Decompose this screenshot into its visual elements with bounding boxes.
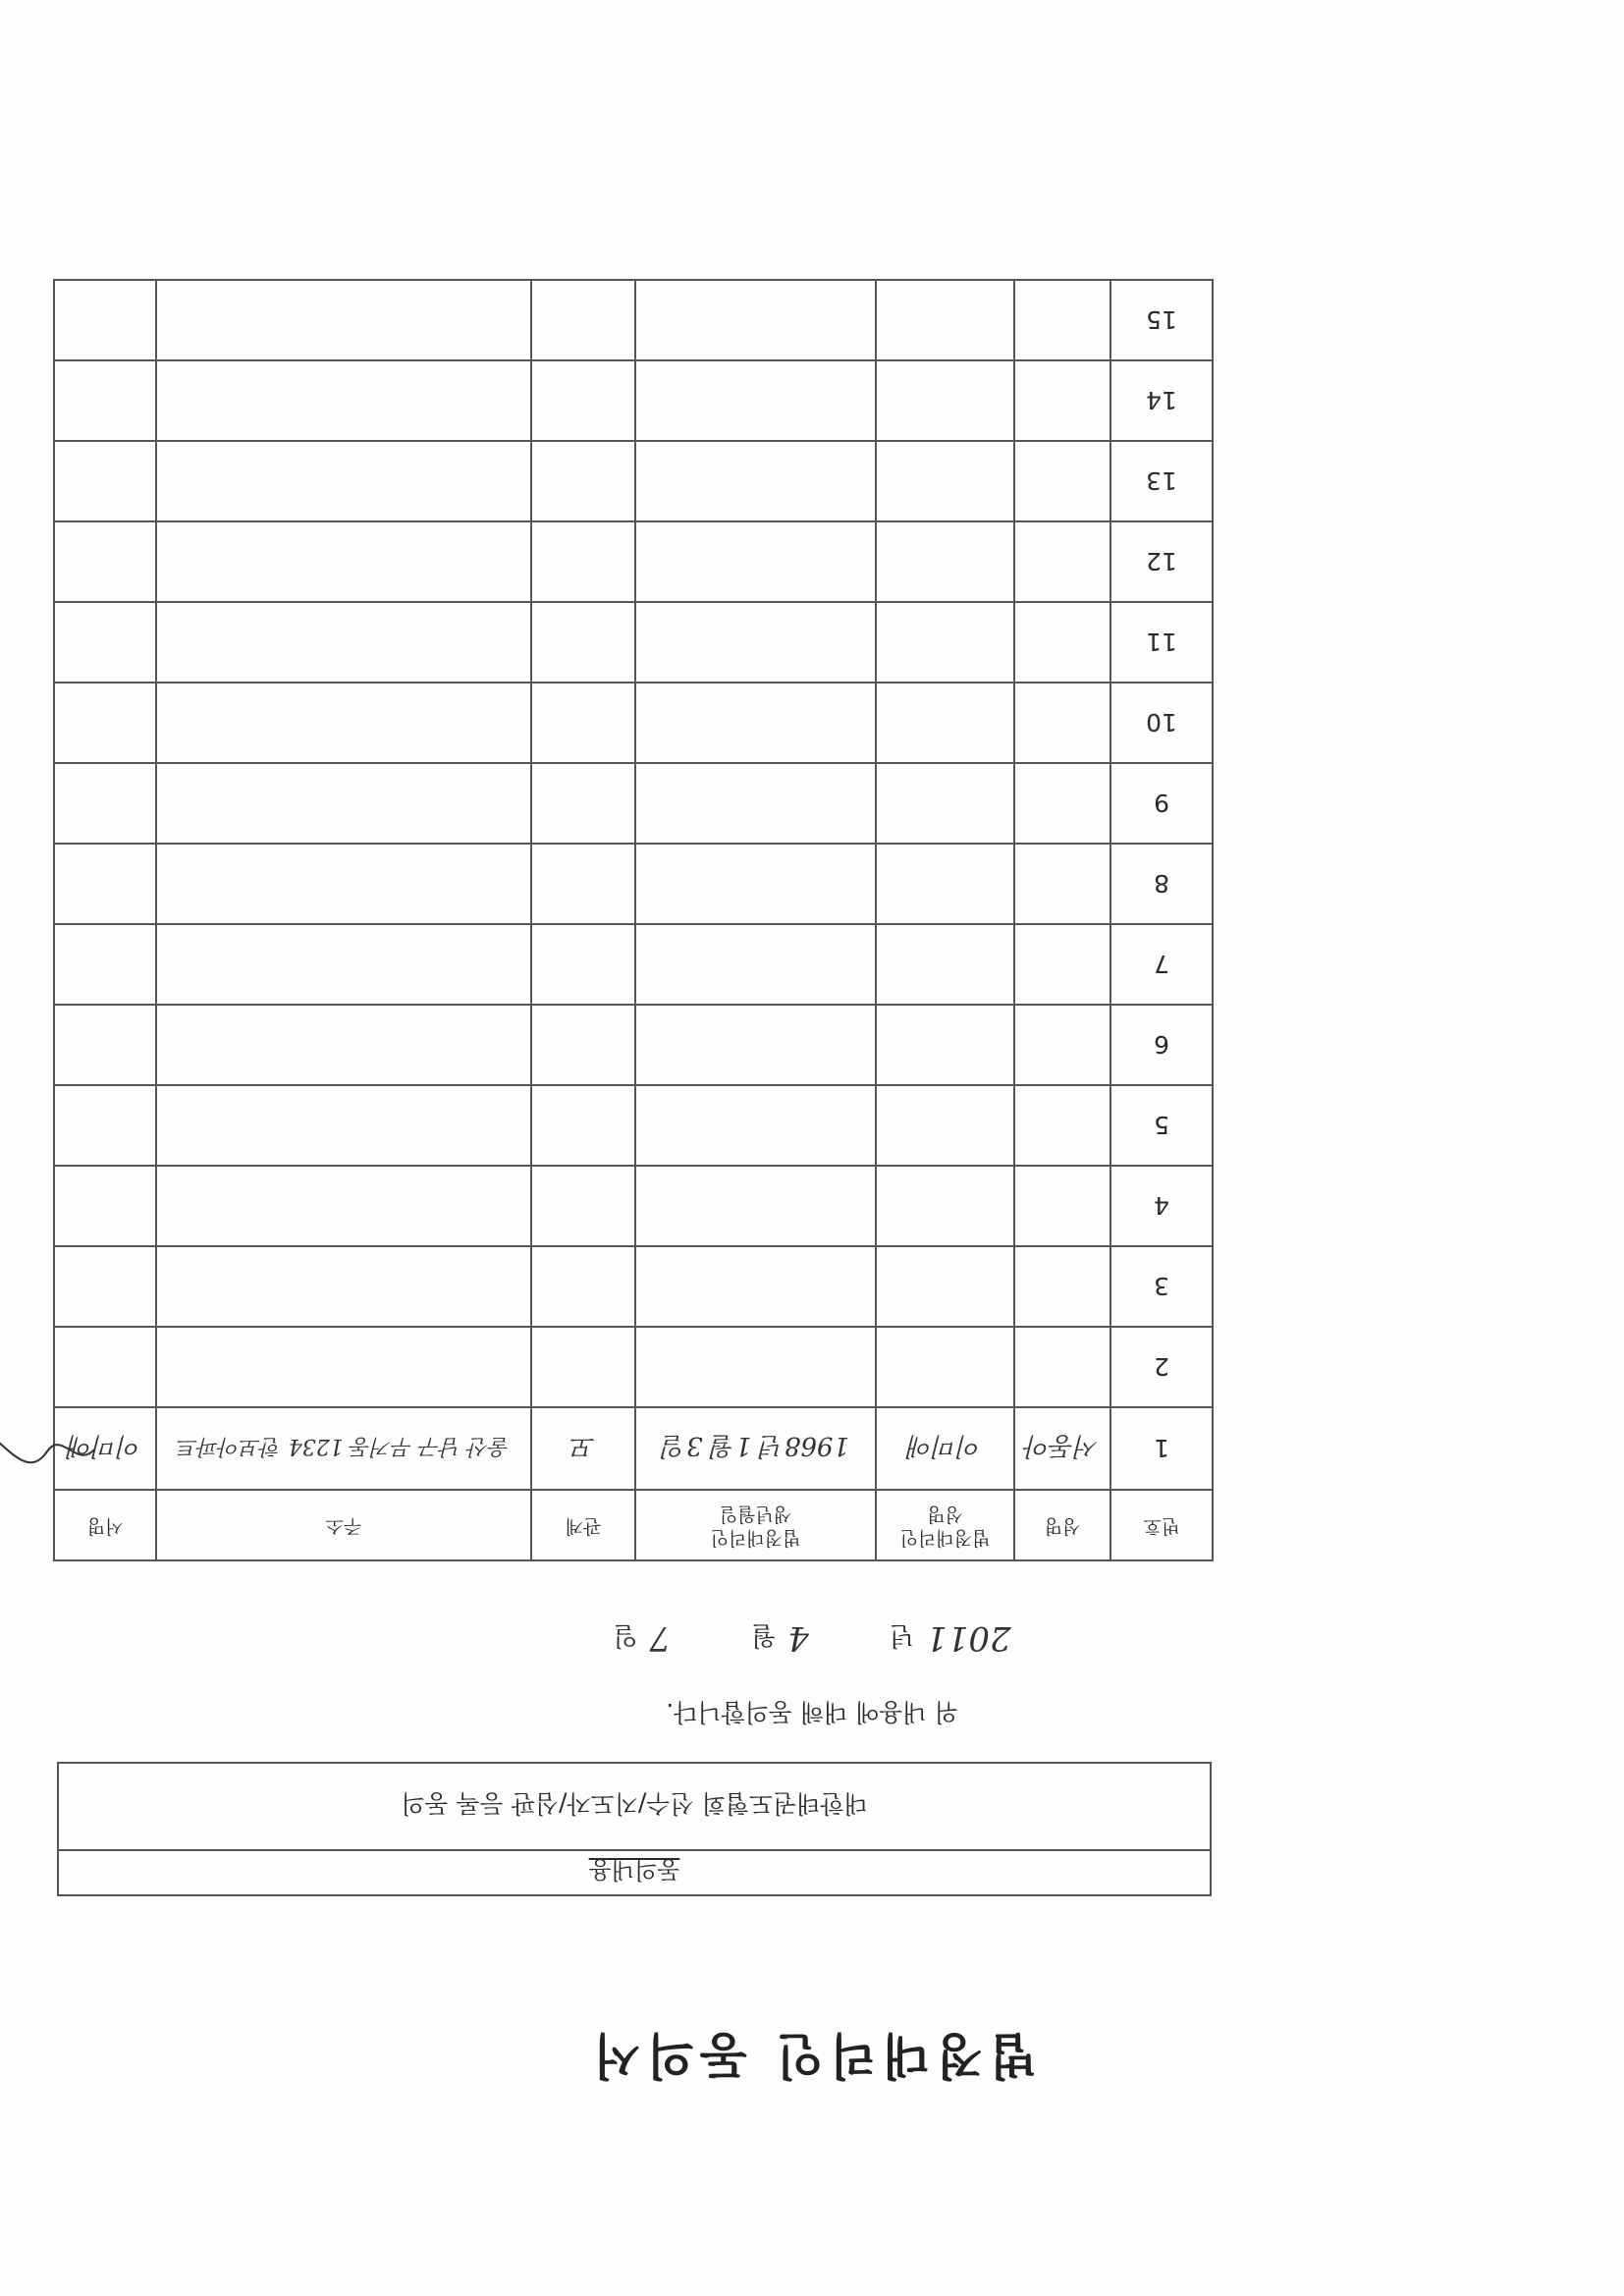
date-month: 4 [787, 1618, 809, 1658]
row-guardian-birth [635, 683, 876, 763]
row-address [156, 602, 531, 683]
row-guardian-name: 이미애 [876, 1407, 1014, 1490]
table-row [54, 1327, 1213, 1407]
row-number: 14 [1110, 360, 1213, 441]
header-number: 번호 [1110, 1490, 1213, 1560]
row-number: 11 [1110, 602, 1213, 683]
row-guardian-name [876, 1246, 1014, 1327]
header-address: 주소 [156, 1490, 531, 1560]
row-number: 4 [1110, 1166, 1213, 1246]
row-guardian-birth [635, 1085, 876, 1166]
table-row [54, 763, 1213, 844]
row-name [1014, 924, 1110, 1005]
row-name [1014, 1005, 1110, 1085]
row-guardian-birth [635, 1327, 876, 1407]
row-number: 6 [1110, 1005, 1213, 1085]
row-guardian-name [876, 602, 1014, 683]
row-guardian-birth [635, 360, 876, 441]
row-name [1014, 1246, 1110, 1327]
guardian-consent-table [53, 279, 1214, 1561]
row-number: 13 [1110, 441, 1213, 521]
row-signature: 이미애 [54, 1407, 156, 1490]
row-name [1014, 280, 1110, 360]
row-signature [54, 683, 156, 763]
row-name [1014, 441, 1110, 521]
row-name [1014, 683, 1110, 763]
row-guardian-birth [635, 763, 876, 844]
row-signature [54, 924, 156, 1005]
header-signature: 서명 [54, 1490, 156, 1560]
date-day: 7 [649, 1618, 672, 1658]
row-number: 7 [1110, 924, 1213, 1005]
consent-content-box [57, 1762, 1212, 1896]
row-guardian-name [876, 924, 1014, 1005]
row-guardian-birth [635, 1166, 876, 1246]
row-relation [531, 1327, 635, 1407]
row-relation [531, 1246, 635, 1327]
row-guardian-birth [635, 521, 876, 602]
row-guardian-birth [635, 602, 876, 683]
header-guardian-birth: 법정대리인 생년월일 [635, 1490, 876, 1560]
row-number: 2 [1110, 1327, 1213, 1407]
table-row [54, 441, 1213, 521]
row-guardian-name [876, 441, 1014, 521]
row-relation [531, 844, 635, 924]
row-address [156, 360, 531, 441]
row-relation [531, 602, 635, 683]
consent-content-label: 동의내용 [59, 1849, 1210, 1894]
row-relation [531, 1166, 635, 1246]
row-signature [54, 1085, 156, 1166]
row-name [1014, 360, 1110, 441]
row-relation [531, 280, 635, 360]
row-address [156, 763, 531, 844]
row-signature [54, 602, 156, 683]
agreement-statement: 위 내용에 대해 동의합니다. [666, 1698, 958, 1726]
row-signature [54, 1246, 156, 1327]
row-relation [531, 763, 635, 844]
row-guardian-birth [635, 280, 876, 360]
table-row [54, 360, 1213, 441]
row-number: 3 [1110, 1246, 1213, 1327]
row-address [156, 844, 531, 924]
row-guardian-name [876, 521, 1014, 602]
row-signature [54, 441, 156, 521]
row-relation [531, 1085, 635, 1166]
row-number: 12 [1110, 521, 1213, 602]
row-guardian-name [876, 1166, 1014, 1246]
table-row [54, 683, 1213, 763]
row-relation [531, 360, 635, 441]
table-row [54, 924, 1213, 1005]
table-row [54, 602, 1213, 683]
row-guardian-name [876, 844, 1014, 924]
row-address [156, 1005, 531, 1085]
row-name [1014, 521, 1110, 602]
row-signature [54, 1005, 156, 1085]
row-guardian-name [876, 1327, 1014, 1407]
row-guardian-birth [635, 844, 876, 924]
row-address [156, 1246, 531, 1327]
table-row [54, 1246, 1213, 1327]
row-address [156, 1085, 531, 1166]
row-name [1014, 602, 1110, 683]
document-title: 법정대리인 동의서 [587, 2027, 1037, 2084]
header-relation: 관계 [531, 1490, 635, 1560]
date-month-unit: 월 [751, 1620, 777, 1650]
date-year: 2011 [926, 1618, 1011, 1658]
row-number: 5 [1110, 1085, 1213, 1166]
table-row [54, 1005, 1213, 1085]
row-guardian-birth [635, 441, 876, 521]
row-address: 울산 남구 무거동 1234 한보아파트 [156, 1407, 531, 1490]
row-signature [54, 280, 156, 360]
row-address [156, 924, 531, 1005]
row-signature [54, 763, 156, 844]
row-number: 8 [1110, 844, 1213, 924]
row-address [156, 521, 531, 602]
row-name [1014, 844, 1110, 924]
row-guardian-name [876, 280, 1014, 360]
row-guardian-birth [635, 1005, 876, 1085]
row-signature [54, 844, 156, 924]
row-guardian-birth: 1968년 1월 3일 [635, 1407, 876, 1490]
row-name [1014, 1327, 1110, 1407]
row-relation [531, 924, 635, 1005]
row-guardian-name [876, 683, 1014, 763]
row-guardian-name [876, 360, 1014, 441]
row-number: 10 [1110, 683, 1213, 763]
row-name [1014, 763, 1110, 844]
row-relation [531, 683, 635, 763]
table-row [54, 1085, 1213, 1166]
row-address [156, 280, 531, 360]
date-day-unit: 일 [613, 1620, 638, 1650]
consent-content-text: 대한태권도협회 선수/지도자/심판 등록 동의 [401, 1789, 868, 1819]
row-address [156, 441, 531, 521]
row-relation [531, 521, 635, 602]
row-number: 15 [1110, 280, 1213, 360]
signing-date [0, 1618, 1624, 1658]
row-relation [531, 441, 635, 521]
header-guardian-name: 법정대리인 성명 [876, 1490, 1014, 1560]
row-relation [531, 1005, 635, 1085]
row-address [156, 1166, 531, 1246]
row-signature [54, 360, 156, 441]
table-row [54, 280, 1213, 360]
row-name: 서동아 [1014, 1407, 1110, 1490]
row-guardian-birth [635, 924, 876, 1005]
row-signature [54, 521, 156, 602]
row-address [156, 683, 531, 763]
row-address [156, 1327, 531, 1407]
row-guardian-name [876, 1005, 1014, 1085]
row-guardian-birth [635, 1246, 876, 1327]
table-row [54, 844, 1213, 924]
date-year-unit: 년 [889, 1620, 915, 1650]
table-row [54, 521, 1213, 602]
row-name [1014, 1166, 1110, 1246]
table-row [54, 1166, 1213, 1246]
table-header-row [54, 1490, 1213, 1560]
table-row [54, 1407, 1213, 1490]
header-name: 성명 [1014, 1490, 1110, 1560]
row-number: 1 [1110, 1407, 1213, 1490]
row-relation: 모 [531, 1407, 635, 1490]
row-guardian-name [876, 1085, 1014, 1166]
row-number: 9 [1110, 763, 1213, 844]
row-signature [54, 1166, 156, 1246]
row-name [1014, 1085, 1110, 1166]
row-signature [54, 1327, 156, 1407]
row-guardian-name [876, 763, 1014, 844]
